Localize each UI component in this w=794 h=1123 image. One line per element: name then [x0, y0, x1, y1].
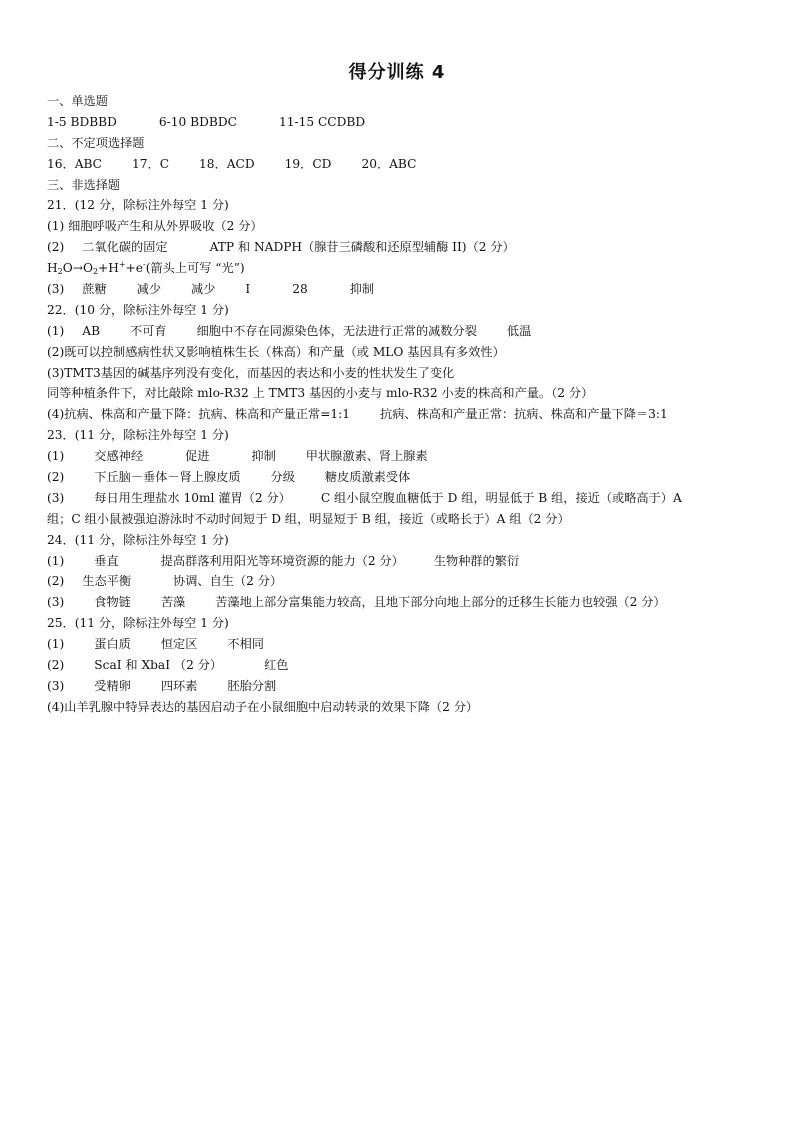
- answer-item: 四环素: [160, 678, 198, 693]
- answer-item: 低温: [506, 323, 532, 338]
- q22-line-5: [47, 404, 767, 425]
- item-number: (3): [47, 282, 65, 297]
- item-number: (2): [47, 470, 65, 485]
- answer-item: 19．CD: [284, 156, 332, 171]
- eq-note: (箭头上可写 “光”): [145, 261, 245, 276]
- eq-sup: +: [118, 260, 126, 270]
- answer-item: 分级: [270, 470, 295, 485]
- answer-item: 16．ABC: [47, 156, 103, 171]
- section-heading-free-response: 三、非选择题: [47, 177, 121, 192]
- answer-group: 11-15 CCDBD: [278, 114, 366, 129]
- answer-item: 抗病、株高和产量正常：抗病、株高和产量下降＝3:1: [380, 407, 668, 422]
- item-number: (3): [47, 490, 65, 505]
- answer-item: 蛋白质: [94, 637, 131, 652]
- answer-item: 食物链: [94, 595, 131, 610]
- answer-body: [47, 91, 767, 718]
- answer-item: 28: [292, 282, 308, 297]
- item-number: (1): [47, 637, 65, 652]
- eq-part: +e: [125, 261, 144, 276]
- answer-item: 下丘脑－垂体－肾上腺皮质: [94, 470, 241, 485]
- q22-line-2: (2)既可以控制感病性状又影响植株生长（株高）和产量（或 MLO 基因具有多效性）: [47, 344, 505, 359]
- multi-choice-answers: [47, 154, 767, 175]
- answer-item: C 组小鼠空腹血糖低于 D 组，明显低于 B 组，接近（或略高于）A: [320, 490, 682, 505]
- answer-item: (4)抗病、株高和产量下降：抗病、株高和产量正常=1:1: [47, 407, 351, 422]
- answer-item: 不相同: [227, 637, 264, 652]
- answer-item: 糖皮质激素受体: [324, 470, 411, 485]
- eq-part: +H: [98, 261, 119, 276]
- answer-item: 促进: [185, 449, 210, 464]
- question-23-heading: 23．(11 分，除标注外每空 1 分): [47, 428, 229, 443]
- q24-line-1: [47, 551, 767, 572]
- answer-item: AB: [82, 323, 101, 338]
- eq-sup: -: [143, 260, 146, 270]
- item-number: (2): [47, 240, 65, 255]
- answer-item: 提高群落利用阳光等环境资源的能力（2 分）: [160, 553, 404, 568]
- answer-item: 抑制: [251, 449, 276, 464]
- answer-item: I: [245, 282, 251, 297]
- answer-item: 垂直: [94, 553, 119, 568]
- q24-line-3: [47, 592, 767, 613]
- answer-item: 苦藻: [160, 595, 186, 610]
- answer-item: 甲状腺激素、肾上腺素: [305, 449, 428, 464]
- answer-item: 二氧化碳的固定: [82, 240, 168, 255]
- item-number: (1): [47, 553, 65, 568]
- item-number: (1): [47, 449, 65, 464]
- answer-item: 17．C: [132, 156, 170, 171]
- section-heading-multi-choice: 二、不定项选择题: [47, 135, 145, 150]
- answer-item: 胚胎分割: [227, 678, 277, 693]
- question-25-heading: 25．(11 分，除标注外每空 1 分): [47, 616, 229, 631]
- answer-group: 1-5 BDBBD: [47, 114, 117, 129]
- answer-item: 红色: [264, 658, 289, 673]
- section-heading-single-choice: 一、单选题: [47, 94, 108, 108]
- q25-line-2: [47, 655, 767, 676]
- item-number: (1): [47, 323, 65, 338]
- question-24-heading: 24．(11 分，除标注外每空 1 分): [47, 532, 229, 547]
- item-number: (3): [47, 678, 65, 693]
- answer-item: 受精卵: [94, 678, 131, 693]
- q24-line-2: [47, 571, 767, 592]
- page-title: 得分训练 4: [348, 62, 446, 83]
- eq-sub: 2: [92, 267, 99, 277]
- answer-item: 恒定区: [160, 637, 198, 652]
- q22-line-1: [47, 321, 767, 342]
- answer-item: 减少: [191, 282, 216, 297]
- q25-line-4: (4)山羊乳腺中特异表达的基因启动子在小鼠细胞中启动转录的效果下降（2 分）: [47, 699, 479, 714]
- q23-line-2: [47, 467, 767, 488]
- q21-line-2: [47, 237, 767, 258]
- q21-line-4: [47, 279, 767, 300]
- item-number: (2): [47, 658, 65, 673]
- answer-item: 抑制: [349, 282, 375, 297]
- answer-item: 每日用生理盐水 10ml 灌胃（2 分）: [94, 490, 291, 505]
- q21-line-3-equation: [47, 258, 767, 279]
- question-22-heading: 22．(10 分，除标注外每空 1 分): [47, 302, 229, 317]
- q23-line-3: [47, 488, 767, 509]
- answer-item: ATP 和 NADPH（腺苷三磷酸和还原型辅酶 II)（2 分）: [209, 240, 515, 255]
- answer-item: 生物种群的繁衍: [433, 553, 520, 568]
- q22-line-3: (3)TMT3基因的碱基序列没有变化，而基因的表达和小麦的性状发生了变化: [47, 365, 455, 380]
- q25-line-3: [47, 676, 767, 697]
- q23-line-1: [47, 446, 767, 467]
- answer-item: 不可育: [130, 323, 167, 338]
- question-21-heading: 21．(12 分，除标注外每空 1 分): [47, 198, 229, 213]
- q23-line-4: 组；C 组小鼠被强迫游泳时不动时间短于 D 组，明显短于 B 组，接近（或略长于）A 组（2 分）: [47, 511, 570, 526]
- single-choice-answers: [47, 112, 767, 133]
- answer-item: 蔗糖: [82, 282, 107, 297]
- answer-item: 苦藻地上部分富集能力较高，且地下部分向地上部分的迁移生长能力也较强（2 分）: [215, 595, 666, 610]
- answer-item: 细胞中不存在同源染色体，无法进行正常的减数分裂: [196, 323, 477, 338]
- item-number: (3): [47, 595, 65, 610]
- q22-line-4: 同等种植条件下，对比敲除 mlo-R32 上 TMT3 基因的小麦与 mlo-R32 小麦的株高和产量。（2 分）: [47, 386, 594, 401]
- answer-item: ScaI 和 XbaI （2 分）: [94, 658, 223, 673]
- eq-part: H: [47, 261, 58, 276]
- q21-line-1: (1) 细胞呼吸产生和从外界吸收（2 分）: [47, 219, 263, 234]
- q25-line-1: [47, 634, 767, 655]
- answer-group: 6-10 BDBDC: [158, 114, 237, 129]
- answer-item: 生态平衡: [82, 574, 132, 589]
- answer-item: 18．ACD: [199, 156, 255, 171]
- item-number: (2): [47, 574, 65, 589]
- answer-item: 协调、自生（2 分）: [173, 574, 283, 589]
- eq-sub: 2: [57, 267, 63, 277]
- answer-item: 20．ABC: [361, 156, 417, 171]
- eq-part: O→O: [62, 261, 93, 276]
- answer-item: 交感神经: [94, 449, 144, 464]
- answer-item: 减少: [136, 282, 162, 297]
